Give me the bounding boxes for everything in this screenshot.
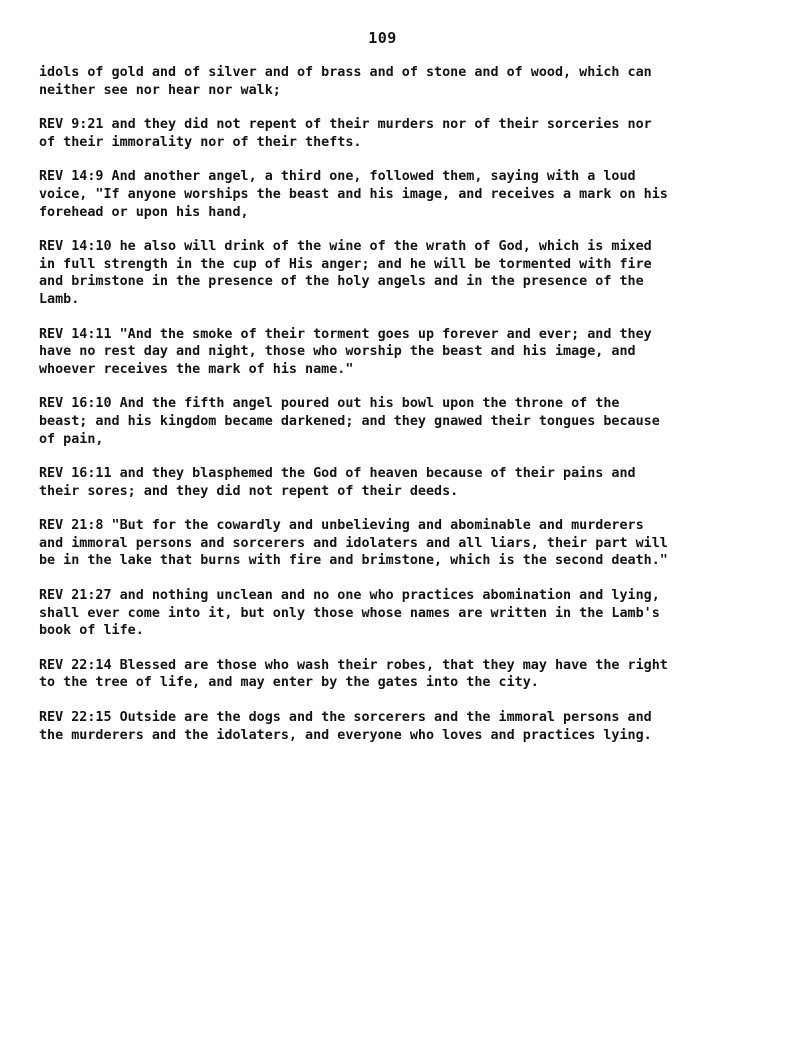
paragraph xyxy=(39,587,739,640)
paragraph xyxy=(39,116,739,151)
text-line: neither see nor hear nor walk; xyxy=(39,82,281,98)
paragraph xyxy=(39,64,739,99)
paragraph xyxy=(39,326,739,379)
page-number: 109 xyxy=(368,29,397,47)
text-line: REV 21:27 and nothing unclean and no one who practices abomination and lying, xyxy=(39,588,660,604)
text-line: REV 16:11 and they blasphemed the God of heaven because of their pains and xyxy=(39,466,636,482)
paragraph xyxy=(39,395,739,448)
text-line: book of life. xyxy=(39,623,144,639)
paragraph xyxy=(39,465,739,500)
text-line: idols of gold and of silver and of brass and of stone and of wood, which can xyxy=(39,65,652,80)
paragraph xyxy=(39,657,739,692)
text-line: voice, "If anyone worships the beast and his image, and receives a mark on his xyxy=(39,186,668,202)
text-line: of pain, xyxy=(39,431,104,447)
text-line: to the tree of life, and may enter by the gates into the city. xyxy=(39,675,539,691)
text-line: forehead or upon his hand, xyxy=(39,204,249,220)
paragraph xyxy=(39,168,739,221)
paragraph xyxy=(39,517,739,570)
text-line: beast; and his kingdom became darkened; and they gnawed their tongues because xyxy=(39,413,660,429)
paragraph xyxy=(39,238,739,308)
text-line: REV 16:10 And the fifth angel poured out his bowl upon the throne of the xyxy=(39,396,620,412)
text-line: in full strength in the cup of His anger; and he will be tormented with fire xyxy=(39,256,652,272)
text-line: REV 21:8 "But for the cowardly and unbelieving and abominable and murderers xyxy=(39,518,644,534)
text-line: be in the lake that burns with fire and brimstone, which is the second death." xyxy=(39,553,668,569)
text-line: Lamb. xyxy=(39,291,80,307)
text-line: shall ever come into it, but only those whose names are written in the Lamb's xyxy=(39,605,660,621)
text-line: have no rest day and night, those who worship the beast and his image, and xyxy=(39,344,636,360)
text-line: REV 22:14 Blessed are those who wash their robes, that they may have the right xyxy=(39,657,668,673)
text-line: whoever receives the mark of his name." xyxy=(39,361,354,377)
text-line: the murderers and the idolaters, and everyone who loves and practices lying. xyxy=(39,727,652,743)
text-line: their sores; and they did not repent of their deeds. xyxy=(39,483,459,499)
paragraph xyxy=(39,709,739,744)
text-line: REV 14:10 he also will drink of the wine of the wrath of God, which is mixed xyxy=(39,239,652,255)
document-body xyxy=(39,64,739,761)
text-line: REV 14:11 "And the smoke of their torment goes up forever and ever; and they xyxy=(39,326,652,342)
text-line: REV 9:21 and they did not repent of their murders nor of their sorceries nor xyxy=(39,117,652,133)
text-line: REV 22:15 Outside are the dogs and the sorcerers and the immoral persons and xyxy=(39,710,652,726)
text-line: and immoral persons and sorcerers and idolaters and all liars, their part will xyxy=(39,535,668,551)
text-line: REV 14:9 And another angel, a third one, followed them, saying with a loud xyxy=(39,169,636,185)
text-line: and brimstone in the presence of the holy angels and in the presence of the xyxy=(39,274,644,290)
text-line: of their immorality nor of their thefts. xyxy=(39,134,362,150)
